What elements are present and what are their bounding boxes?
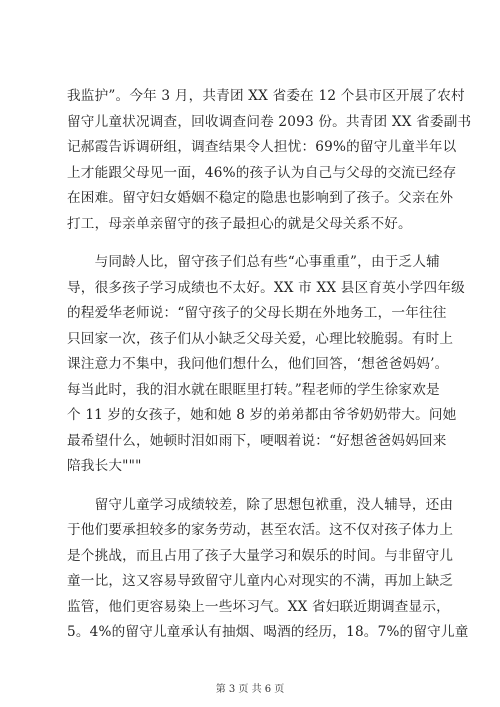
text-line: 留守儿童学习成绩较差，除了思想包袱重，没人辅导，还由 <box>67 496 454 513</box>
text-line: 于他们要承担较多的家务劳动，甚至农活。这不仅对孩子体力上 <box>67 522 454 538</box>
paragraph-3 <box>67 493 469 646</box>
text-line: 的程爱华老师说：“留守孩子的父母长期在外地务工，一年往往 <box>67 305 447 321</box>
text-line: 留守儿童状况调查，回收调查问卷 2093 份。共青团 XX 省委副书 <box>67 113 472 130</box>
text-line: 监管，他们更容易染上一些坏习气。XX 省妇联近期调查显示， <box>67 598 450 615</box>
paragraph-2 <box>67 250 465 480</box>
page-footer <box>0 680 500 695</box>
text-line: 最希望什么，她顿时泪如雨下，哽咽着说：“好想爸爸妈妈回来 <box>67 432 447 449</box>
text-line: 与同龄人比，留守孩子们总有些“心事重重”，由于乏人辅 <box>67 254 440 270</box>
text-line: 个 11 岁的女孩子，她和她 8 岁的弟弟都由爷爷奶奶带大。问她 <box>67 407 457 423</box>
page-number: 第 3 页 共 6 页 <box>215 684 285 695</box>
text-line: 打工，母亲单亲留守的孩子最担心的就是父母关系不好。 <box>67 215 412 232</box>
text-line: 我监护”。今年 3 月，共青团 XX 省委在 12 个县市区开展了农村 <box>67 88 465 104</box>
text-line: 课注意力不集中，我问他们想什么，他们回答，‘想爸爸妈妈’。 <box>67 356 449 372</box>
text-line: 上才能跟父母见一面，46%的孩子认为自己与父母的交流已经存 <box>67 164 457 181</box>
text-line: 每当此时，我的泪水就在眼眶里打转。”程老师的学生徐家欢是 <box>67 381 440 398</box>
text-line: 在困难。留守妇女婚姻不稳定的隐患也影响到了孩子。父亲在外 <box>67 190 454 206</box>
text-line: 5。4%的留守儿童承认有抽烟、喝酒的经历，18。7%的留守儿童 <box>67 624 469 640</box>
text-line: 是个挑战，而且占用了孩子大量学习和娱乐的时间。与非留守儿 <box>67 547 454 564</box>
text-line: 童一比，这又容易导致留守儿童内心对现实的不满，再加上缺乏 <box>67 573 454 589</box>
text-line: 导，很多孩子学习成绩也不太好。XX 市 XX 县区育英小学四年级 <box>67 279 465 296</box>
text-line: 陪我长大""" <box>67 458 142 474</box>
text-line: 记郝霞告诉调研组，调查结果令人担忧：69%的留守儿童半年以 <box>67 139 457 155</box>
text-line: 只回家一次，孩子们从小缺乏父母关爱，心理比较脆弱。有时上 <box>67 330 454 347</box>
body-text <box>67 84 472 646</box>
paragraph-1 <box>67 84 472 237</box>
